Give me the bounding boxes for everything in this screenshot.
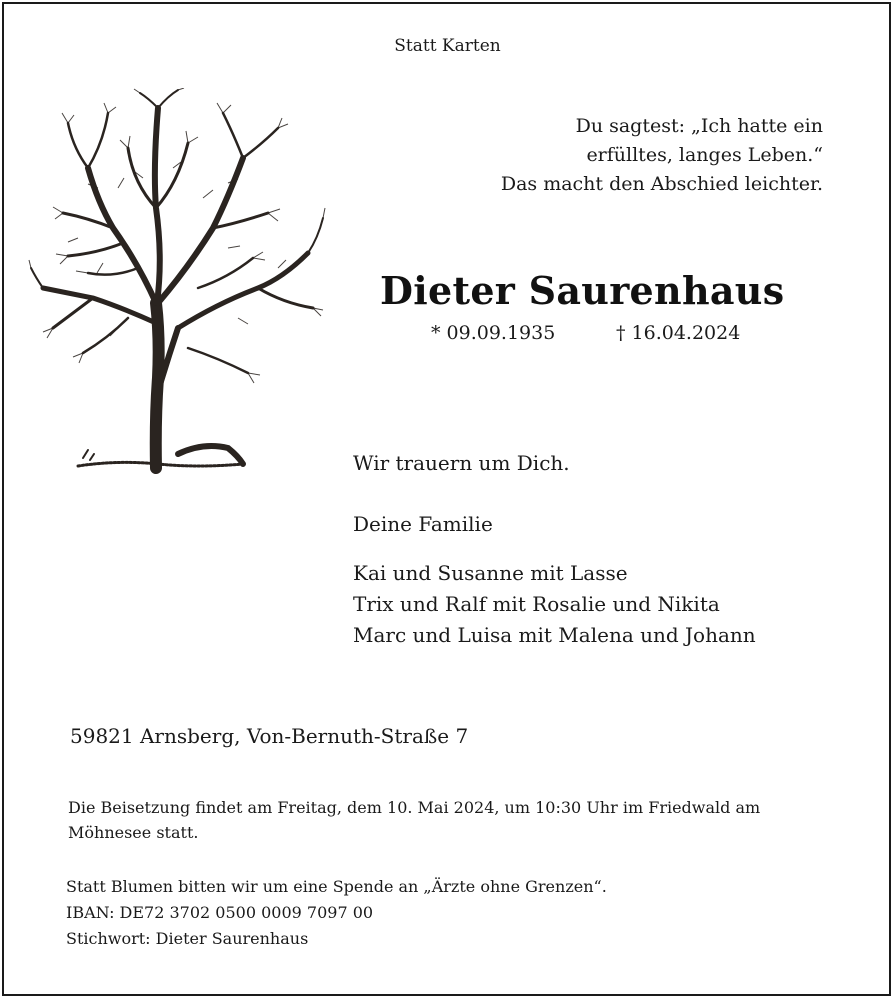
birth-date: * 09.09.1935 bbox=[431, 322, 556, 344]
family-members-list bbox=[353, 558, 756, 651]
death-date: † 16.04.2024 bbox=[616, 322, 741, 344]
family-member-line: Trix und Ralf mit Rosalie und Nikita bbox=[353, 592, 720, 616]
deceased-name: Dieter Saurenhaus bbox=[380, 268, 785, 313]
funeral-info: Die Beisetzung findet am Freitag, dem 10. Mai 2024, um 10:30 Uhr im Friedwald am Möhnesee statt. bbox=[68, 798, 761, 842]
donation-keyword: Stichwort: Dieter Saurenhaus bbox=[66, 929, 309, 948]
statt-karten-header: Statt Karten bbox=[394, 36, 501, 56]
family-label: Deine Familie bbox=[353, 512, 493, 536]
family-member-line: Marc und Luisa mit Malena und Johann bbox=[353, 623, 756, 647]
mourning-message: Wir trauern um Dich. bbox=[353, 451, 570, 475]
quote-block bbox=[501, 112, 823, 199]
donation-request: Statt Blumen bitten wir um eine Spende an „Ärzte ohne Grenzen“. bbox=[66, 877, 607, 896]
donation-block bbox=[66, 874, 607, 952]
quote-line: erfülltes, langes Leben.“ bbox=[586, 144, 823, 166]
address: 59821 Arnsberg, Von-Bernuth-Straße 7 bbox=[70, 724, 469, 748]
donation-iban: IBAN: DE72 3702 0500 0009 7097 00 bbox=[66, 903, 374, 922]
family-member-line: Kai und Susanne mit Lasse bbox=[353, 561, 628, 585]
bare-tree-icon bbox=[28, 88, 328, 480]
quote-line: Das macht den Abschied leichter. bbox=[500, 173, 823, 195]
quote-line: Du sagtest: „Ich hatte ein bbox=[575, 115, 823, 137]
